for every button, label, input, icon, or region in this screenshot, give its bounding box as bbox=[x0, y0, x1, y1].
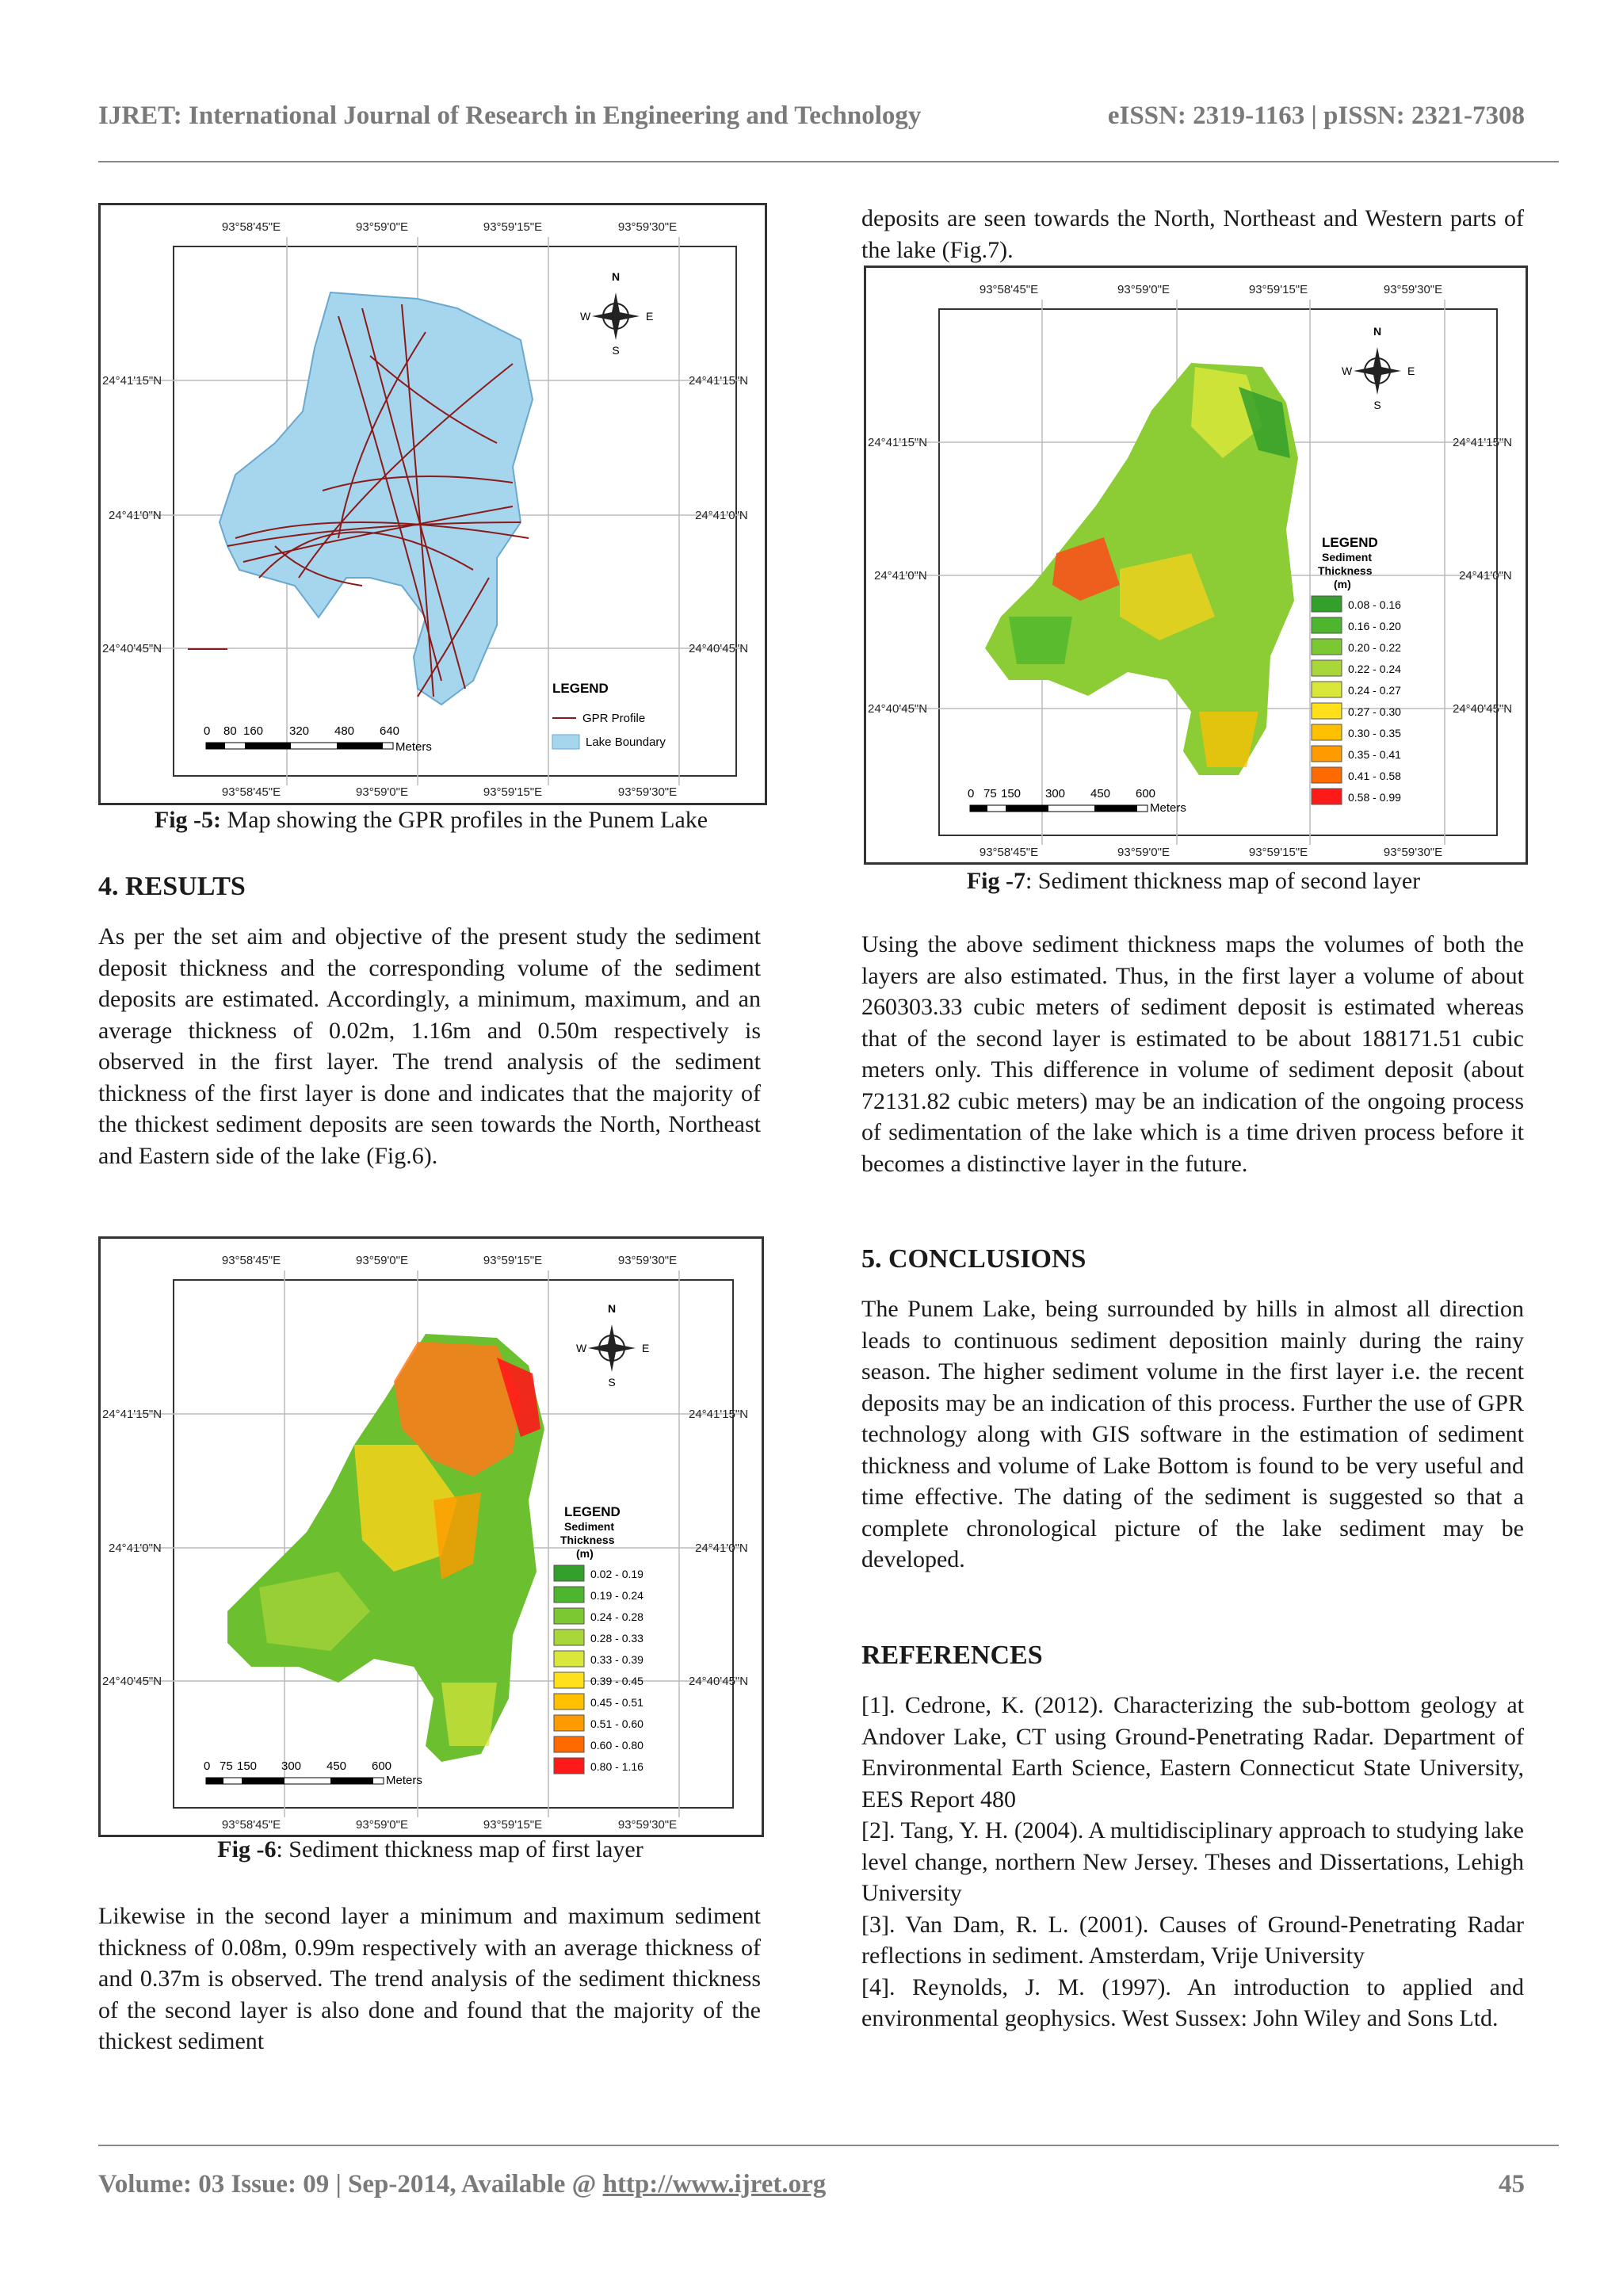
svg-text:W: W bbox=[576, 1342, 587, 1354]
legend-label: 0.58 - 0.99 bbox=[1348, 791, 1401, 804]
tick-label: 93°59'0"E bbox=[356, 220, 408, 234]
svg-text:75: 75 bbox=[983, 787, 997, 800]
svg-text:Lake Boundary: Lake Boundary bbox=[586, 735, 666, 749]
svg-text:300: 300 bbox=[281, 1759, 302, 1773]
legend-label: 0.39 - 0.45 bbox=[590, 1675, 643, 1687]
svg-text:N: N bbox=[611, 270, 621, 283]
legend-swatch bbox=[1312, 703, 1342, 719]
reference-item: [1]. Cedrone, K. (2012). Characterizing the sub-bottom geology at Andover Lake, CT using Ground-Penetrating Radar. Department of Environmental Earth Science, Eastern Connecticut State University, EES Report 480 bbox=[861, 1692, 1524, 1813]
legend-swatch bbox=[554, 1758, 584, 1774]
legend-label: 0.33 - 0.39 bbox=[590, 1653, 643, 1666]
svg-text:Thickness: Thickness bbox=[1318, 564, 1373, 577]
svg-text:Meters: Meters bbox=[1150, 801, 1186, 815]
lake-boundary bbox=[220, 292, 533, 705]
legend-swatch bbox=[1312, 724, 1342, 740]
tick-label: 93°59'30"E bbox=[1383, 846, 1443, 859]
legend-swatch bbox=[554, 1608, 584, 1624]
svg-text:LEGEND: LEGEND bbox=[552, 681, 609, 696]
scale-bar bbox=[204, 724, 432, 754]
svg-text:S: S bbox=[612, 344, 620, 357]
scale-bar bbox=[204, 1759, 422, 1787]
figure-6-caption: Fig -6: Sediment thickness map of first layer bbox=[217, 1836, 643, 1862]
svg-text:S: S bbox=[1373, 399, 1381, 411]
volume-info: Volume: 03 Issue: 09 | Sep-2014, Available @ bbox=[98, 2170, 603, 2199]
svg-text:(m): (m) bbox=[576, 1547, 594, 1560]
reference-item: [4]. Reynolds, J. M. (1997). An introduction to applied and environmental geophysics. West Sussex: John Wiley and Sons Ltd. bbox=[861, 1973, 1524, 2031]
header-rule bbox=[98, 161, 1559, 162]
svg-text:600: 600 bbox=[1136, 787, 1156, 800]
legend-label: 0.02 - 0.19 bbox=[590, 1568, 643, 1580]
tick-label: 24°41'15"N bbox=[102, 374, 162, 388]
tick-label: 93°58'45"E bbox=[979, 846, 1039, 859]
tick-label: 93°59'0"E bbox=[1117, 846, 1170, 859]
legend-label: 0.24 - 0.27 bbox=[1348, 684, 1401, 697]
svg-text:W: W bbox=[1342, 365, 1353, 377]
svg-text:(m): (m) bbox=[1334, 578, 1351, 590]
svg-text:Sediment: Sediment bbox=[1322, 551, 1373, 563]
tick-label: 24°40'45"N bbox=[868, 702, 928, 716]
tick-label: 93°59'15"E bbox=[1248, 846, 1308, 859]
legend-label: 0.80 - 1.16 bbox=[590, 1760, 643, 1773]
tick-label: 93°59'30"E bbox=[617, 1254, 678, 1267]
svg-text:LEGEND: LEGEND bbox=[564, 1504, 621, 1519]
legend-swatch bbox=[554, 1629, 584, 1645]
tick-label: 93°59'15"E bbox=[483, 220, 543, 234]
legend-swatch bbox=[1312, 596, 1342, 612]
svg-text:Sediment: Sediment bbox=[564, 1520, 615, 1533]
tick-label: 93°59'15"E bbox=[483, 1818, 543, 1832]
legend-label: 0.35 - 0.41 bbox=[1348, 748, 1401, 761]
svg-text:0: 0 bbox=[204, 1759, 211, 1773]
tick-label: 93°59'0"E bbox=[356, 1818, 408, 1832]
svg-text:75: 75 bbox=[220, 1759, 233, 1773]
legend-swatch bbox=[1312, 746, 1342, 762]
legend-label: 0.60 - 0.80 bbox=[590, 1739, 643, 1752]
tick-label: 24°41'0"N bbox=[109, 1541, 162, 1555]
second-layer-thickness-map bbox=[866, 268, 1526, 862]
tick-label: 24°41'15"N bbox=[689, 1408, 749, 1421]
tick-label: 24°41'0"N bbox=[695, 1541, 748, 1555]
legend bbox=[554, 1504, 643, 1774]
tick-label: 93°59'0"E bbox=[356, 785, 408, 799]
svg-text:160: 160 bbox=[243, 724, 264, 738]
legend-swatch bbox=[1312, 767, 1342, 783]
conclusions-heading: 5. CONCLUSIONS bbox=[861, 1244, 1086, 1274]
svg-text:300: 300 bbox=[1045, 787, 1066, 800]
tick-label: 24°41'0"N bbox=[695, 509, 748, 522]
results-paragraph: As per the set aim and objective of the present study the sediment deposit thickness and the corresponding volume of the sediment deposits are estimated. Accordingly, a minimum, maximum, and an average thickness of 0.02m, 1.16m and 0.50m respectively is observed in the first layer. The trend analysis of the sediment thickness of the first layer is done and indicates that the majority of the thickest sediment deposits are seen towards the North, Northeast and Eastern side of the lake (Fig.6). bbox=[98, 923, 761, 1169]
svg-text:Meters: Meters bbox=[386, 1774, 422, 1787]
tick-label: 93°59'30"E bbox=[617, 785, 678, 799]
figure-5-map bbox=[98, 203, 767, 805]
tick-label: 93°59'15"E bbox=[1248, 283, 1308, 296]
results-heading: 4. RESULTS bbox=[98, 872, 246, 901]
tick-label: 93°59'15"E bbox=[483, 785, 543, 799]
tick-label: 93°59'0"E bbox=[1117, 283, 1170, 296]
tick-label: 93°59'30"E bbox=[617, 220, 678, 234]
tick-label: 24°41'15"N bbox=[1453, 436, 1513, 449]
legend-label: 0.22 - 0.24 bbox=[1348, 663, 1401, 675]
tick-label: 24°41'0"N bbox=[109, 509, 162, 522]
legend-swatch bbox=[1312, 639, 1342, 655]
reference-item: [2]. Tang, Y. H. (2004). A multidisciplinary approach to studying lake level change, northern New Jersey. Theses and Dissertations, Lehigh University bbox=[861, 1817, 1524, 1906]
tick-label: 93°58'45"E bbox=[221, 785, 281, 799]
legend-label: 0.08 - 0.16 bbox=[1348, 598, 1401, 611]
svg-text:LEGEND: LEGEND bbox=[1322, 535, 1378, 550]
legend-swatch bbox=[554, 1565, 584, 1581]
footer-rule bbox=[98, 2145, 1559, 2146]
svg-text:150: 150 bbox=[1001, 787, 1022, 800]
svg-text:0: 0 bbox=[204, 724, 211, 738]
svg-text:0: 0 bbox=[968, 787, 975, 800]
tick-label: 24°40'45"N bbox=[689, 642, 749, 655]
svg-text:N: N bbox=[607, 1302, 617, 1315]
figure-5-caption: Fig -5: Map showing the GPR profiles in the Punem Lake bbox=[154, 807, 708, 833]
svg-text:Thickness: Thickness bbox=[560, 1534, 615, 1546]
tick-label: 93°58'45"E bbox=[221, 220, 281, 234]
tick-label: 24°40'45"N bbox=[1453, 702, 1513, 716]
volumes-paragraph: Using the above sediment thickness maps the volumes of both the layers are also estimated. Thus, in the first layer a volume of about 260303.33 cubic meters of sediment deposit is estimated whereas that of the second layer is estimated to be about 188171.51 cubic meters only. This difference in volume of sediment deposit (about 72131.82 cubic meters) may be an indication of the ongoing process of sedimentation of the lake which is a time driven process before it becomes a distinctive layer in the future. bbox=[861, 931, 1524, 1177]
figure-7-caption: Fig -7: Sediment thickness map of second layer bbox=[966, 868, 1421, 894]
legend-swatch bbox=[554, 1672, 584, 1688]
tick-label: 24°41'15"N bbox=[689, 374, 749, 388]
page-footer bbox=[98, 2170, 1525, 2199]
tick-label: 24°41'15"N bbox=[868, 436, 928, 449]
legend-label: 0.20 - 0.22 bbox=[1348, 641, 1401, 654]
tick-label: 24°40'45"N bbox=[102, 642, 162, 655]
journal-title: IJRET: International Journal of Research in Engineering and Technology bbox=[98, 101, 922, 130]
legend-label: 0.30 - 0.35 bbox=[1348, 727, 1401, 739]
right-top-paragraph: deposits are seen towards the North, Northeast and Western parts of the lake (Fig.7). bbox=[861, 205, 1524, 263]
references-list bbox=[861, 1690, 1524, 2034]
first-layer-thickness-map bbox=[101, 1239, 762, 1835]
svg-text:E: E bbox=[642, 1342, 650, 1354]
svg-text:450: 450 bbox=[327, 1759, 347, 1773]
svg-text:450: 450 bbox=[1090, 787, 1111, 800]
scale-bar bbox=[968, 787, 1186, 815]
legend-swatch bbox=[554, 1587, 584, 1603]
tick-label: 93°59'15"E bbox=[483, 1254, 543, 1267]
running-header bbox=[98, 101, 1525, 131]
tick-label: 93°59'30"E bbox=[1383, 283, 1443, 296]
tick-label: 24°41'0"N bbox=[1459, 569, 1512, 583]
svg-text:GPR Profile: GPR Profile bbox=[582, 712, 646, 725]
svg-text:S: S bbox=[608, 1376, 616, 1389]
tick-label: 24°40'45"N bbox=[689, 1675, 749, 1688]
tick-label: 93°59'30"E bbox=[617, 1818, 678, 1832]
legend bbox=[552, 681, 666, 749]
tick-label: 93°59'0"E bbox=[356, 1254, 408, 1267]
svg-text:N: N bbox=[1373, 325, 1382, 338]
svg-text:480: 480 bbox=[334, 724, 355, 738]
tick-label: 24°41'0"N bbox=[874, 569, 927, 583]
legend-label: 0.27 - 0.30 bbox=[1348, 705, 1401, 718]
svg-text:Meters: Meters bbox=[395, 740, 432, 754]
legend-swatch bbox=[1312, 660, 1342, 676]
conclusions-paragraph: The Punem Lake, being surrounded by hills in almost all direction leads to continuous sediment deposition mainly during the rainy season. The higher sediment volume in the first layer i.e. the recent deposits may be an indication of this process. Further the use of GPR technology along with GIS software in the estimation of sediment thickness and volume of Lake Bottom is found to be very useful and time effective. The dating of the sediment is suggested so that a complete chronological picture of the lake sediment may be developed. bbox=[861, 1296, 1524, 1572]
legend-label: 0.28 - 0.33 bbox=[590, 1632, 643, 1645]
legend-swatch bbox=[1312, 617, 1342, 633]
tick-label: 24°40'45"N bbox=[102, 1675, 162, 1688]
legend-swatch bbox=[554, 1694, 584, 1710]
legend-label: 0.19 - 0.24 bbox=[590, 1589, 643, 1602]
legend-label: 0.41 - 0.58 bbox=[1348, 770, 1401, 782]
legend-label: 0.24 - 0.28 bbox=[590, 1610, 643, 1623]
svg-text:150: 150 bbox=[237, 1759, 258, 1773]
page-number: 45 bbox=[1499, 2170, 1525, 2199]
compass-icon bbox=[1342, 325, 1415, 411]
layer2-paragraph: Likewise in the second layer a minimum and maximum sediment thickness of 0.08m, 0.99m respectively with an average thickness of and 0.37m is observed. The trend analysis of the sediment thickness of the second layer is also done and found that the majority of the thickest sediment bbox=[98, 1903, 761, 2054]
svg-text:640: 640 bbox=[380, 724, 400, 738]
legend-swatch bbox=[554, 1715, 584, 1731]
legend-swatch bbox=[1312, 789, 1342, 804]
tick-label: 93°58'45"E bbox=[221, 1818, 281, 1832]
legend-swatch bbox=[554, 1651, 584, 1667]
svg-text:E: E bbox=[1407, 365, 1415, 377]
compass-icon bbox=[576, 1302, 649, 1389]
references-heading: REFERENCES bbox=[861, 1641, 1043, 1670]
compass-icon bbox=[580, 270, 653, 357]
legend-label: 0.16 - 0.20 bbox=[1348, 620, 1401, 632]
legend-label: 0.45 - 0.51 bbox=[590, 1696, 643, 1709]
svg-text:E: E bbox=[646, 310, 654, 323]
tick-label: 24°41'15"N bbox=[102, 1408, 162, 1421]
figure-6-map bbox=[98, 1236, 764, 1837]
svg-text:W: W bbox=[580, 310, 591, 323]
figure-7-map bbox=[864, 266, 1528, 865]
issn: eISSN: 2319-1163 | pISSN: 2321-7308 bbox=[1107, 101, 1525, 130]
tick-label: 93°58'45"E bbox=[221, 1254, 281, 1267]
tick-label: 93°58'45"E bbox=[979, 283, 1039, 296]
svg-text:320: 320 bbox=[289, 724, 310, 738]
legend-label: 0.51 - 0.60 bbox=[590, 1717, 643, 1730]
legend-swatch bbox=[1312, 682, 1342, 697]
legend-swatch bbox=[554, 1736, 584, 1752]
reference-item: [3]. Van Dam, R. L. (2001). Causes of Ground-Penetrating Radar reflections in sediment. Amsterdam, Vrije University bbox=[861, 1911, 1524, 1969]
svg-text:80: 80 bbox=[223, 724, 237, 738]
svg-text:600: 600 bbox=[372, 1759, 392, 1773]
journal-link[interactable]: http://www.ijret.org bbox=[602, 2170, 827, 2199]
gpr-profile-map bbox=[101, 205, 765, 803]
